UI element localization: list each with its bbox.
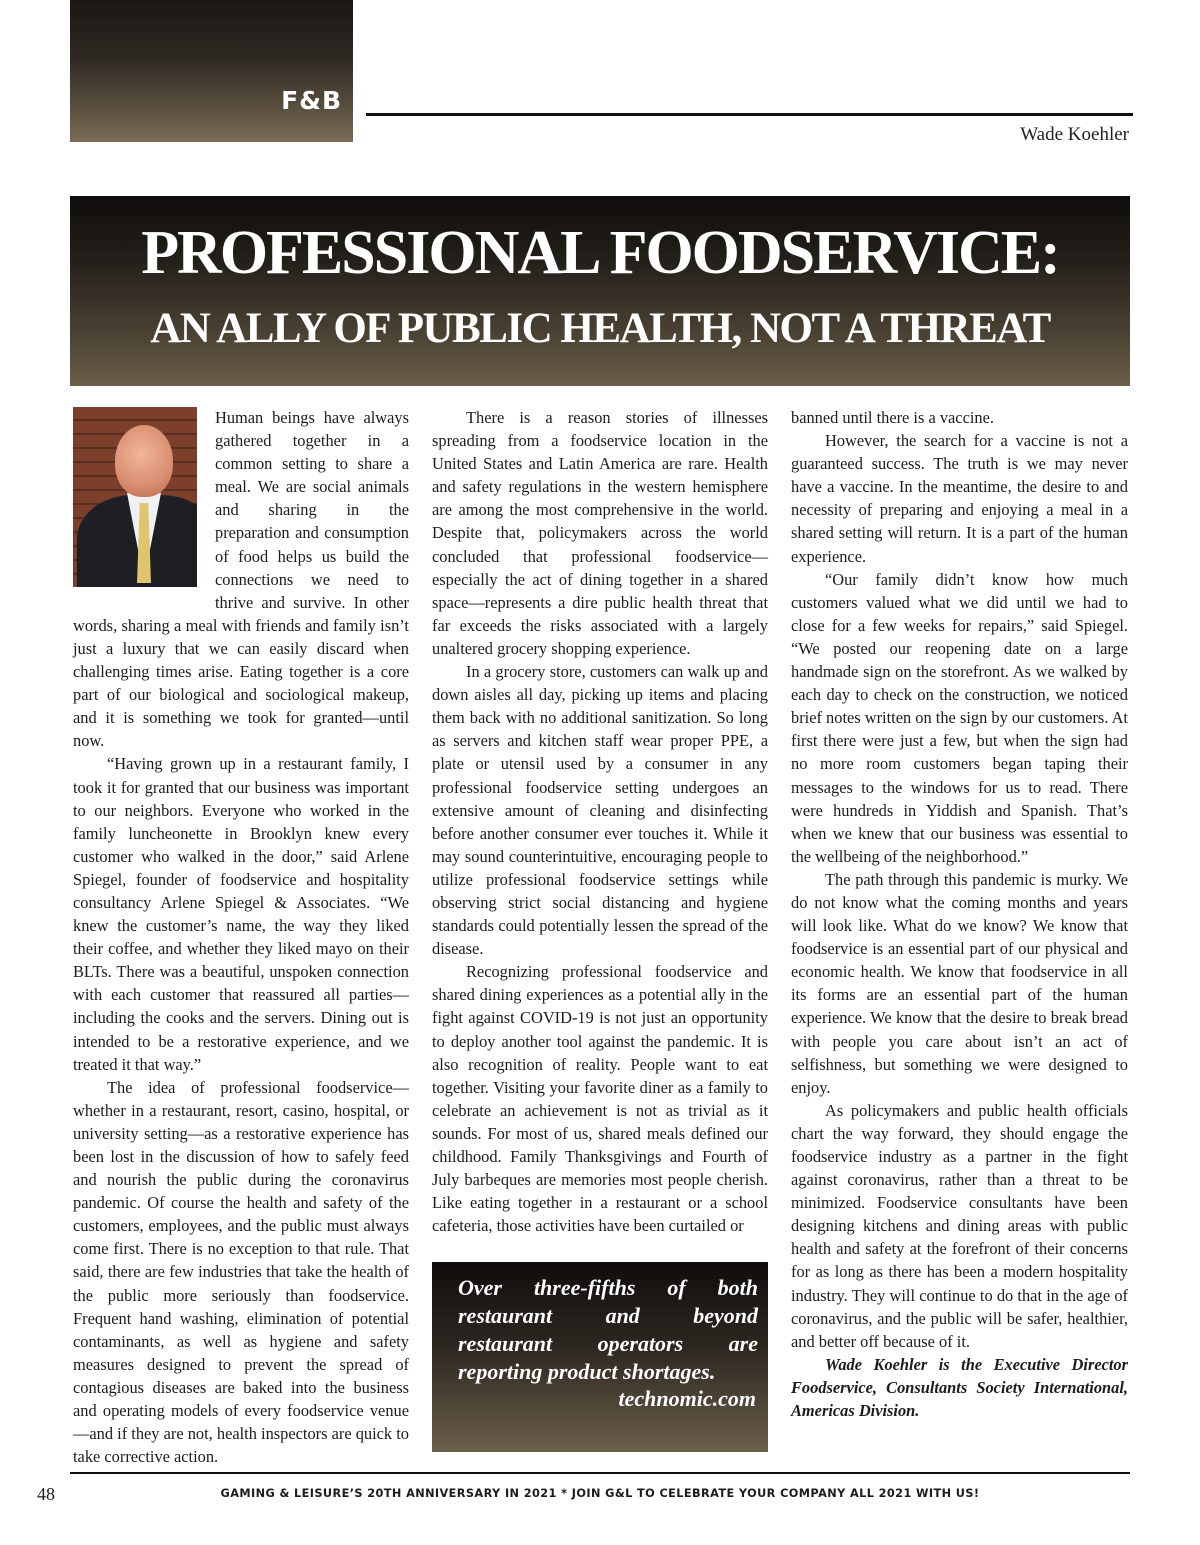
- section-tab: [70, 0, 353, 142]
- paragraph: “Our family didn’t know how much customers valued what we did until we had to close for a few weeks for repairs,” said Spiegel. “We posted our reopening date on a large handmade sign on the storefront. As we walked by each day to check on the construction, we noticed brief notes written on the sign by our customers. At first there were just a few, but when the sign had no more room customers began taping their messages to the windows for us to read. There were hundreds in Yiddish and Spanish. That’s when we knew that our business was essential to the wellbeing of the neighborhood.”: [791, 569, 1128, 866]
- pull-quote-text: Over three-fifths of both restaurant and beyond restaurant operators are reporting product shortages.: [458, 1275, 758, 1384]
- article-column-1: [73, 406, 409, 1468]
- section-label: F&B: [281, 86, 342, 115]
- article-column-2: [432, 406, 768, 1237]
- pull-quote: [432, 1262, 768, 1452]
- paragraph: However, the search for a vaccine is not a guaranteed success. The truth is we may never have a vaccine. In the meantime, the desire to and necessity of preparing and enjoying a meal in a shared setting will return. It is a part of the human experience.: [791, 431, 1128, 566]
- paragraph: The path through this pandemic is murky. We do not know what the coming months and years will look like. What do we know? We know that foodservice is an essential part of our physical and economic health. We know that foodservice in all its forms are an essential part of the human experience. We know that the desire to break bread with people you care about isn’t an act of selfishness, but something we were designed to enjoy.: [791, 869, 1128, 1097]
- paragraph: “Having grown up in a restaurant family, I took it for granted that our business was important to our neighbors. Everyone who worked in the family luncheonette in Brooklyn knew every customer who walked in the door,” said Arlene Spiegel, founder of foodservice and hospitality consultancy Arlene Spiegel & Associates. “We knew the customer’s name, the way they liked their coffee, and whether they liked mayo on their BLTs. There was a beautiful, unspoken connection with each customer that reassured all parties—including the cooks and the servers. Dining out is intended to be a restorative experience, and we treated it that way.”: [73, 754, 409, 1074]
- footer-banner-text: GAMING & LEISURE’S 20TH ANNIVERSARY IN 2021 * JOIN G&L TO CELEBRATE YOUR COMPANY ALL 2021 WITH US!: [220, 1487, 980, 1500]
- article-column-3: [791, 406, 1128, 1422]
- paragraph: Recognizing professional foodservice and shared dining experiences as a potential ally in the fight against COVID-19 is not just an opportunity to deploy another tool against the pandemic. It is also recognition of reality. People want to eat together. Visiting your favorite diner as a family to celebrate an achievement is not as trivial as it sounds. For most of us, shared meals defined our childhood. Family Thanksgivings and Fourth of July barbeques are memories most people cherish. Like eating together in a restaurant or a school cafeteria, those activities have been curtailed or: [432, 962, 768, 1236]
- title-banner: [70, 196, 1130, 386]
- paragraph: The idea of professional foodservice—whether in a restaurant, resort, casino, hospital, or university setting—as a restorative experience has been lost in the discussion of how to safely feed and nourish the public during the coronavirus pandemic. Of course the health and safety of the customers, employees, and the public must always come first. There is no exception to that rule. That said, there are few industries that take the health of the public more seriously than foodservice. Frequent hand washing, elimination of potential contaminants, as well as hygiene and safety measures designed to prevent the spread of contagious diseases are baked into the business and operating models of every foodservice venue—and if they are not, health inspectors are quick to take corrective action.: [73, 1077, 409, 1467]
- paragraph: There is a reason stories of illnesses spreading from a foodservice location in the United States and Latin America are rare. Health and safety regulations in the western hemisphere are among the most comprehensive in the world. Despite that, policymakers across the world concluded that professional foodservice—especially the act of dining together in a shared space—represents a dire public health threat that far exceeds the risks associated with a largely unaltered grocery shopping experience.: [432, 408, 768, 658]
- article-subtitle: AN ALLY OF PUBLIC HEALTH, NOT A THREAT: [150, 305, 1050, 352]
- pull-quote-source: technomic.com: [618, 1386, 756, 1411]
- paragraph: As policymakers and public health officials chart the way forward, they should engage the foodservice industry as a partner in the fight against coronavirus, rather than a threat to be minimized. Foodservice consultants have been designing kitchens and dining areas with public health and safety at the forefront of their concerns for as long as there has been a modern hospitality industry. They will continue to do that in the age of coronavirus, and the public will be safer, healthier, and better off because of it.: [791, 1100, 1128, 1351]
- footer-rule: [70, 1472, 1130, 1474]
- page-number: 48: [37, 1484, 55, 1504]
- byline: Wade Koehler: [1020, 124, 1129, 145]
- paragraph: banned until there is a vaccine.: [791, 408, 994, 427]
- paragraph: Human beings have always gathered together in a common setting to share a meal. We are social animals and sharing in the preparation and consumption of food helps us build the connections we need to thrive and survive. In other words, sharing a meal with friends and family isn’t just a luxury that we can easily discard when challenging times arise. Eating together is a core part of our biological and sociological makeup, and it is something we took for granted—until now.: [73, 408, 409, 751]
- header-rule: [366, 113, 1133, 116]
- article-title: PROFESSIONAL FOODSERVICE:: [141, 219, 1059, 287]
- author-bio: Wade Koehler is the Executive Director Foodservice, Consultants Society International, Americas Division.: [791, 1354, 1128, 1421]
- paragraph: In a grocery store, customers can walk up and down aisles all day, picking up items and placing them back with no additional sanitization. So long as servers and kitchen staff wear proper PPE, a plate or utensil used by a consumer in any professional foodservice setting undergoes an extensive amount of cleaning and disinfecting before another consumer ever touches it. While it may sound counterintuitive, encouraging people to utilize professional foodservice settings while observing strict social distancing and hygiene standards could potentially lessen the spread of the disease.: [432, 662, 768, 959]
- author-photo: [73, 407, 197, 587]
